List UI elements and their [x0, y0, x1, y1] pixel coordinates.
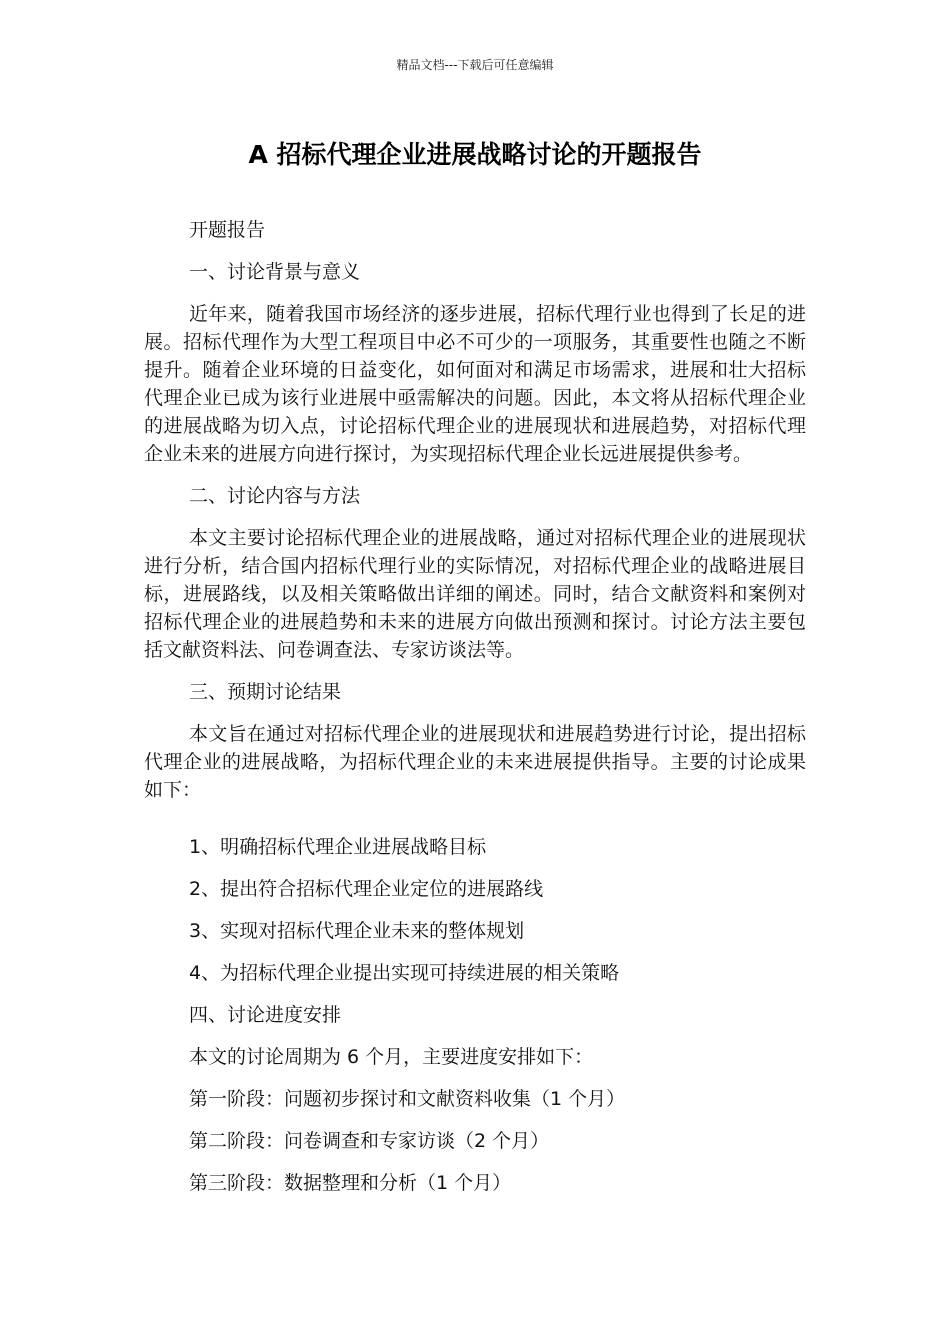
document-title: A 招标代理企业进展战略讨论的开题报告 [248, 140, 702, 169]
section-1-heading: 一、讨论背景与意义 [189, 261, 361, 283]
schedule-phase: 第一阶段：问题初步探讨和文献资料收集（1 个月） [189, 1088, 626, 1110]
document-body [144, 216, 806, 1197]
section-2-body: 本文主要讨论招标代理企业的进展战略，通过对招标代理企业的进展现状进行分析，结合国内招标代理行业的实际情况，对招标代理企业的战略进展目标，进展路线，以及相关策略做出详细的阐述。同时，结合文献资料和案例对招标代理企业的进展趋势和未来的进展方向做出预测和探讨。讨论方法主要包括文献资料法、问卷调查法、专家访谈法等。 [144, 527, 806, 661]
result-list-item: 2、提出符合招标代理企业定位的进展路线 [189, 878, 544, 900]
section-2-heading: 二、讨论内容与方法 [189, 485, 361, 507]
result-list-item: 3、实现对招标代理企业未来的整体规划 [189, 920, 525, 942]
report-label: 开题报告 [189, 219, 266, 241]
page-header-watermark: 精品文档---下载后可任意编辑 [396, 58, 554, 72]
result-list-item: 4、为招标代理企业提出实现可持续进展的相关策略 [189, 962, 620, 984]
result-list-item: 1、明确招标代理企业进展战略目标 [189, 836, 487, 858]
schedule-phase: 第二阶段：问卷调查和专家访谈（2 个月） [189, 1130, 550, 1152]
section-4-heading: 四、讨论进度安排 [189, 1004, 342, 1026]
section-1-body: 近年来，随着我国市场经济的逐步进展，招标代理行业也得到了长足的进展。招标代理作为大型工程项目中必不可少的一项服务，其重要性也随之不断提升。随着企业环境的日益变化，如何面对和满足市场需求，进展和壮大招标代理企业已成为该行业进展中亟需解决的问题。因此，本文将从招标代理企业的进展战略为切入点，讨论招标代理企业的进展现状和进展趋势，对招标代理企业未来的进展方向进行探讨，为实现招标代理企业长远进展提供参考。 [144, 303, 806, 465]
section-3-body: 本文旨在通过对招标代理企业的进展现状和进展趋势进行讨论，提出招标代理企业的进展战略，为招标代理企业的未来进展提供指导。主要的讨论成果如下： [144, 723, 806, 801]
schedule-intro: 本文的讨论周期为 6 个月，主要进度安排如下： [189, 1046, 594, 1068]
section-3-heading: 三、预期讨论结果 [189, 681, 342, 703]
schedule-phase: 第三阶段：数据整理和分析（1 个月） [189, 1172, 512, 1194]
